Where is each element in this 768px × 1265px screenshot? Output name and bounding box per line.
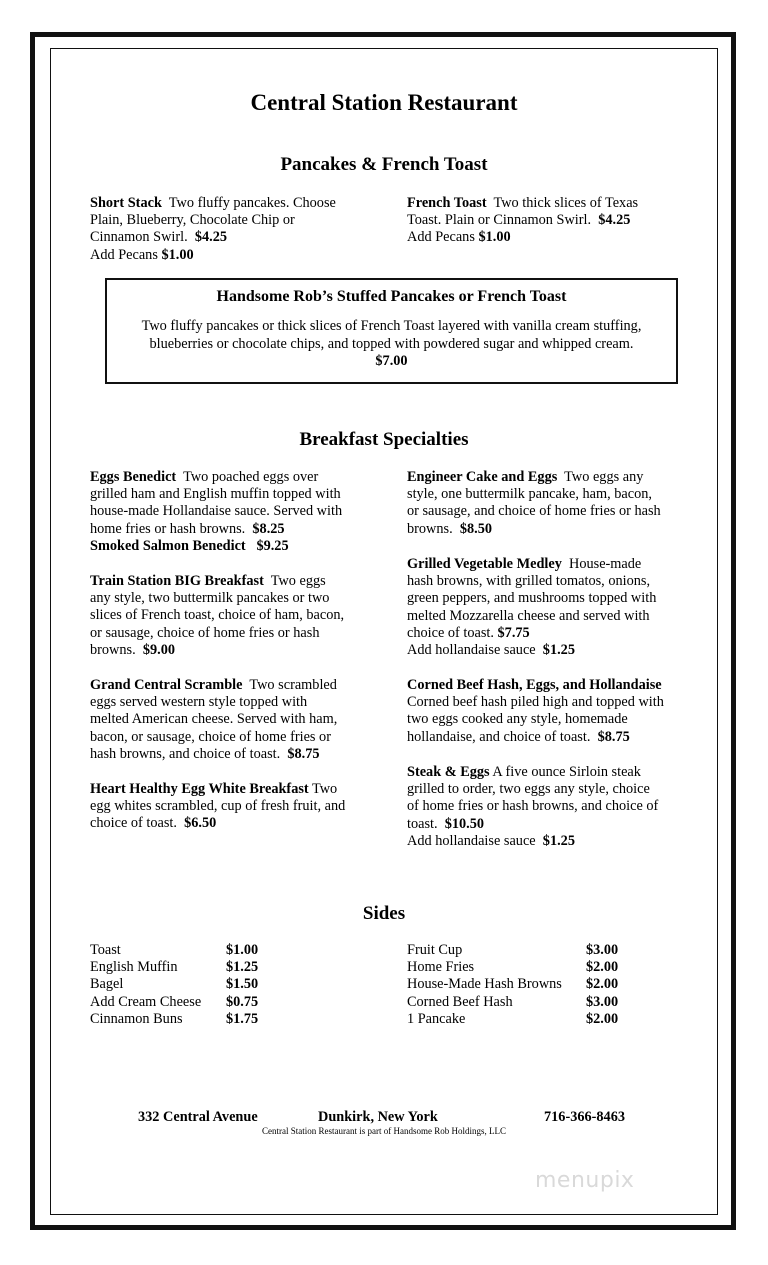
item-desc: grilled to order, two eggs any style, choice <box>407 781 650 798</box>
item-desc: bacon, or sausage, choice of home fries or <box>90 728 331 745</box>
sides-list-left <box>90 942 290 1028</box>
footer-city: Dunkirk, New York <box>318 1109 438 1125</box>
item-desc: melted American cheese. Served with ham, <box>90 711 338 728</box>
item-price: $4.25 <box>598 212 631 229</box>
item-desc: Toast. Plain or Cinnamon Swirl. <box>407 212 592 229</box>
side-price: $0.75 <box>226 993 259 1010</box>
item-desc: choice of toast. <box>407 624 494 641</box>
section-heading-breakfast: Breakfast Specialties <box>299 429 469 450</box>
item-desc: Two scrambled <box>249 677 337 693</box>
menu-item-train-station <box>90 573 390 659</box>
item-desc: two eggs cooked any style, homemade <box>407 711 628 728</box>
item-price: $8.25 <box>252 520 285 537</box>
item-desc: Two eggs <box>270 573 326 589</box>
item-price: $4.25 <box>194 229 228 246</box>
section-heading-sides: Sides <box>362 903 406 924</box>
section-heading-pancakes: Pancakes & French Toast <box>280 154 488 175</box>
item-price: $6.50 <box>184 815 217 832</box>
menu-item-engineer <box>407 469 707 538</box>
item-name: Steak & Eggs <box>407 764 490 780</box>
menu-item-vegetable-medley <box>407 556 707 659</box>
side-item <box>90 959 290 976</box>
item-desc: hash browns, and choice of toast. <box>90 745 281 762</box>
item-desc: toast. <box>407 815 438 832</box>
item-desc: or sausage, and choice of home fries or hash <box>407 503 661 520</box>
item-desc: A five ounce Sirloin steak <box>492 764 641 780</box>
item-desc: Two poached eggs over <box>183 469 319 485</box>
side-name: Add Cream Cheese <box>90 993 202 1010</box>
addon-label: Add Pecans <box>90 246 158 263</box>
side-price: $1.50 <box>226 976 259 993</box>
item-price: $7.75 <box>497 624 530 641</box>
menu-item-french-toast <box>407 195 697 247</box>
item-desc: house-made Hollandaise sauce. Served with <box>90 503 343 520</box>
footer-ownership-note: Central Station Restaurant is part of Handsome Rob Holdings, LLC <box>262 1126 506 1136</box>
item-desc: Corned beef hash piled high and topped with <box>407 694 664 711</box>
addon-price: $1.00 <box>161 246 194 263</box>
item-desc: House-made <box>569 556 642 572</box>
item-desc: browns. <box>90 641 136 658</box>
item-desc: green peppers, and mushrooms topped with <box>407 590 657 607</box>
item-name: Eggs Benedict <box>90 469 177 485</box>
side-price: $3.00 <box>586 942 619 958</box>
side-price: $1.00 <box>226 942 259 958</box>
item-desc: egg whites scrambled, cup of fresh fruit, and <box>90 798 346 815</box>
item-price: $8.75 <box>597 728 630 745</box>
side-price: $2.00 <box>586 976 619 993</box>
side-item <box>407 1011 647 1028</box>
sides-list-right <box>407 942 647 1028</box>
item-desc: of home fries or hash browns, and choice of <box>407 798 659 815</box>
item-desc: any style, two buttermilk pancakes or two <box>90 590 330 607</box>
item-name: French Toast <box>407 195 487 211</box>
item-price: $9.00 <box>142 641 175 658</box>
item-desc: grilled ham and English muffin topped with <box>90 486 341 503</box>
side-name: House-Made Hash Browns <box>407 976 562 993</box>
item-price: $8.75 <box>287 745 320 762</box>
side-name: Bagel <box>90 976 124 993</box>
side-item <box>90 994 290 1011</box>
menu-item-grand-central <box>90 677 390 763</box>
item-desc: home fries or hash browns. <box>90 520 246 537</box>
item-desc: browns. <box>407 520 453 537</box>
item-name: Grand Central Scramble <box>90 677 243 693</box>
addon-price: $1.25 <box>542 832 575 849</box>
side-item <box>407 959 647 976</box>
side-price: $2.00 <box>586 1010 619 1027</box>
menu-item-short-stack <box>90 195 390 264</box>
menu-item-eggs-benedict <box>90 469 390 555</box>
item-desc: hash browns, with grilled tomatos, onions, <box>407 573 651 590</box>
item-desc: eggs served western style topped with <box>90 694 308 711</box>
side-name: Toast <box>90 942 121 958</box>
side-name: Fruit Cup <box>407 942 463 958</box>
menu-item-corned-beef <box>407 677 707 746</box>
featured-item-title: Handsome Rob’s Stuffed Pancakes or French Toast <box>216 288 567 305</box>
menu-item-heart-healthy <box>90 781 390 833</box>
item-desc: Two eggs any <box>564 469 644 485</box>
item-name: Corned Beef Hash, Eggs, and Hollandaise <box>407 677 662 693</box>
item-desc: slices of French toast, choice of ham, bacon, <box>90 607 345 624</box>
item-desc: or sausage, choice of home fries or hash <box>90 624 320 641</box>
item-name: Train Station BIG Breakfast <box>90 573 264 589</box>
side-item <box>407 976 647 993</box>
side-name: 1 Pancake <box>407 1010 466 1027</box>
item-name: Grilled Vegetable Medley <box>407 556 562 572</box>
item-desc: Two thick slices of Texas <box>493 195 639 211</box>
footer-address: 332 Central Avenue <box>138 1109 258 1125</box>
item-desc: choice of toast. <box>90 815 177 832</box>
side-item <box>407 942 647 959</box>
item-price: $8.50 <box>459 520 492 537</box>
item-desc: Two fluffy pancakes. Choose <box>168 195 336 211</box>
item-name: Short Stack <box>90 195 162 211</box>
addon-price: $1.00 <box>478 229 511 246</box>
item-name: Engineer Cake and Eggs <box>407 469 558 485</box>
side-price: $1.75 <box>226 1010 259 1027</box>
side-item <box>90 942 290 959</box>
addon-label: Add hollandaise sauce <box>407 832 536 849</box>
side-price: $1.25 <box>226 959 259 976</box>
side-price: $2.00 <box>586 959 619 976</box>
menu-item-steak-eggs <box>407 764 707 850</box>
featured-item-box <box>105 278 678 384</box>
item-desc: Plain, Blueberry, Chocolate Chip or <box>90 212 295 229</box>
featured-item-description <box>107 318 676 371</box>
side-name: Corned Beef Hash <box>407 993 513 1010</box>
addon-price: $1.25 <box>542 642 575 659</box>
item-desc: style, one buttermilk pancake, ham, bacon, <box>407 486 652 503</box>
item-desc: Cinnamon Swirl. <box>90 229 188 246</box>
side-price: $3.00 <box>586 993 619 1010</box>
item-price: $10.50 <box>444 815 485 832</box>
featured-desc-line: blueberries or chocolate chips, and topped with powdered sugar and whipped cream. <box>149 335 634 352</box>
item-desc: hollandaise, and choice of toast. <box>407 728 591 745</box>
addon-label: Add Pecans <box>407 229 475 246</box>
addon-label: Add hollandaise sauce <box>407 642 536 659</box>
sub-item-price: $9.25 <box>256 537 289 554</box>
side-name: English Muffin <box>90 959 178 976</box>
item-desc: melted Mozzarella cheese and served with <box>407 607 650 624</box>
featured-desc-line: Two fluffy pancakes or thick slices of French Toast layered with vanilla cream stuffing, <box>141 318 642 334</box>
side-item <box>407 994 647 1011</box>
side-name: Cinnamon Buns <box>90 1010 183 1027</box>
featured-item-price: $7.00 <box>375 353 408 369</box>
side-item <box>90 976 290 993</box>
item-name: Heart Healthy Egg White Breakfast <box>90 781 309 797</box>
restaurant-title: Central Station Restaurant <box>250 90 518 115</box>
side-item <box>90 1011 290 1028</box>
side-name: Home Fries <box>407 959 475 976</box>
menupix-watermark: menupix <box>535 1168 635 1193</box>
footer-phone: 716-366-8463 <box>544 1109 626 1125</box>
sub-item-name: Smoked Salmon Benedict <box>90 537 246 554</box>
item-desc: Two <box>312 781 338 797</box>
